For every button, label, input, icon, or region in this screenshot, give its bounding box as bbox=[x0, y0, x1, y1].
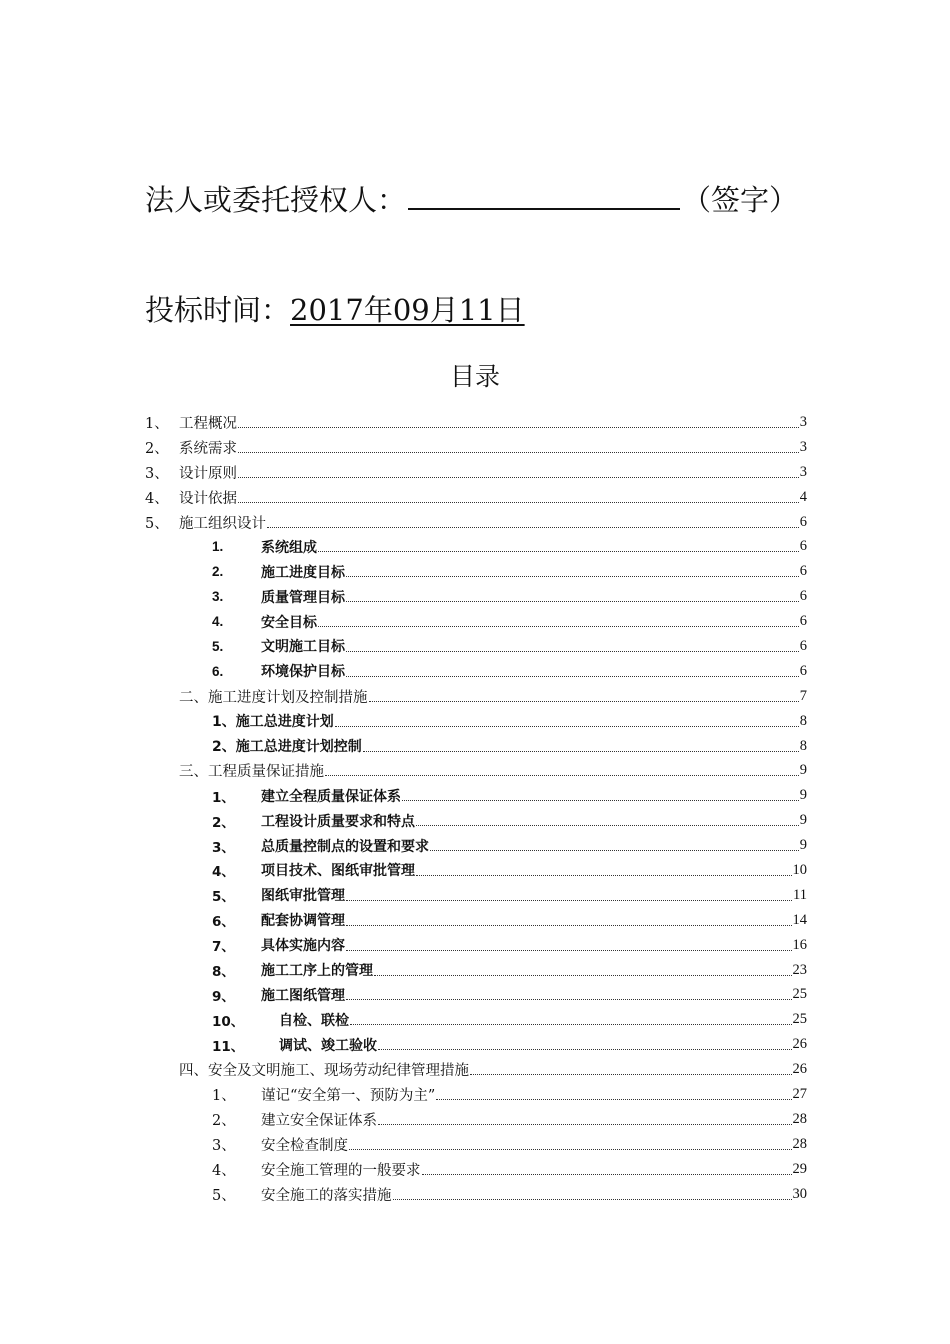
toc-entry[interactable] bbox=[145, 958, 807, 983]
toc-entry-page: 28 bbox=[792, 1135, 807, 1152]
bid-time-value: 2017年09月11日 bbox=[290, 293, 525, 327]
toc-leader-dots bbox=[238, 502, 799, 503]
signature-suffix: （签字） bbox=[682, 183, 799, 217]
toc-leader-dots bbox=[378, 1049, 792, 1050]
toc-leader-dots bbox=[325, 775, 799, 776]
toc-entry[interactable] bbox=[145, 1057, 807, 1082]
toc-leader-dots bbox=[416, 825, 799, 826]
toc-entry-number: 3、 bbox=[212, 839, 235, 856]
toc-entry-page: 9 bbox=[799, 787, 807, 804]
toc-entry-label: 图纸审批管理 bbox=[261, 888, 345, 905]
toc-entry-page: 8 bbox=[799, 712, 807, 729]
toc-entry[interactable] bbox=[145, 982, 807, 1007]
toc-entry-page: 16 bbox=[792, 936, 807, 953]
toc-leader-dots bbox=[346, 601, 799, 602]
toc-leader-dots bbox=[238, 477, 799, 478]
toc-entry-label: 配套协调管理 bbox=[261, 913, 345, 930]
toc-entry[interactable] bbox=[145, 933, 807, 958]
toc-leader-dots bbox=[363, 751, 799, 752]
toc-entry-number: 1、 bbox=[212, 789, 235, 806]
toc-leader-dots bbox=[346, 925, 792, 926]
toc-entry-label: 1、施工总进度计划 bbox=[212, 714, 334, 731]
toc-leader-dots bbox=[335, 726, 799, 727]
toc-entry-number: 11、 bbox=[212, 1038, 245, 1055]
toc-entry-label: 调试、竣工验收 bbox=[279, 1037, 377, 1054]
toc-entry-page: 25 bbox=[792, 986, 807, 1003]
toc-entry-label: 施工进度目标 bbox=[261, 564, 345, 581]
toc-entry-page: 6 bbox=[799, 637, 807, 654]
toc-entry-number: 7、 bbox=[212, 939, 235, 956]
toc-entry-number: 3、 bbox=[145, 465, 169, 482]
toc-entry-number: 5. bbox=[212, 638, 224, 654]
toc-entry[interactable] bbox=[145, 833, 807, 858]
toc-entry-label: 安全检查制度 bbox=[261, 1137, 348, 1154]
toc-entry-page: 14 bbox=[792, 911, 807, 928]
toc-entry-page: 8 bbox=[799, 737, 807, 754]
toc-entry-label: 安全目标 bbox=[261, 614, 317, 631]
toc-entry[interactable] bbox=[145, 1132, 807, 1157]
toc-entry-label: 四、安全及文明施工、现场劳动纪律管理措施 bbox=[179, 1063, 469, 1080]
toc-entry-page: 6 bbox=[799, 513, 807, 530]
toc-entry-page: 3 bbox=[799, 413, 807, 430]
toc-entry[interactable] bbox=[145, 1032, 807, 1057]
toc-entry-label: 安全施工的落实措施 bbox=[261, 1187, 392, 1204]
toc-leader-dots bbox=[346, 999, 792, 1000]
table-of-contents bbox=[145, 410, 807, 1207]
toc-leader-dots bbox=[267, 527, 799, 528]
signature-label: 法人或委托授权人： bbox=[145, 183, 407, 217]
toc-entry-number: 5、 bbox=[212, 889, 235, 906]
toc-entry-page: 29 bbox=[792, 1160, 807, 1177]
toc-leader-dots bbox=[346, 651, 799, 652]
toc-entry[interactable] bbox=[145, 634, 807, 659]
toc-entry-number: 4、 bbox=[212, 1162, 236, 1179]
toc-entry-page: 27 bbox=[792, 1085, 807, 1102]
toc-leader-dots bbox=[374, 975, 792, 976]
toc-entry-label: 具体实施内容 bbox=[261, 938, 345, 955]
toc-entry-label: 系统组成 bbox=[261, 539, 317, 556]
toc-entry-page: 11 bbox=[793, 886, 807, 903]
toc-entry[interactable] bbox=[145, 410, 807, 435]
toc-leader-dots bbox=[470, 1074, 792, 1075]
toc-entry-page: 9 bbox=[799, 812, 807, 829]
toc-leader-dots bbox=[402, 800, 799, 801]
toc-entry-page: 10 bbox=[792, 861, 807, 878]
toc-entry-page: 28 bbox=[792, 1110, 807, 1127]
toc-entry-number: 5、 bbox=[145, 515, 169, 532]
toc-entry-label: 工程概况 bbox=[179, 415, 237, 432]
toc-leader-dots bbox=[422, 1174, 792, 1175]
toc-entry-label: 工程设计质量要求和特点 bbox=[261, 813, 415, 830]
toc-entry-number: 1、 bbox=[212, 1087, 236, 1104]
toc-entry[interactable] bbox=[145, 584, 807, 609]
toc-entry[interactable] bbox=[145, 460, 807, 485]
toc-leader-dots bbox=[350, 1024, 792, 1025]
signature-blank bbox=[408, 178, 680, 210]
toc-entry-label: 2、施工总进度计划控制 bbox=[212, 739, 362, 756]
toc-leader-dots bbox=[416, 875, 792, 876]
toc-entry[interactable] bbox=[145, 758, 807, 783]
toc-entry-label: 安全施工管理的一般要求 bbox=[261, 1162, 421, 1179]
toc-entry[interactable] bbox=[145, 485, 807, 510]
toc-entry[interactable] bbox=[145, 883, 807, 908]
toc-entry-page: 3 bbox=[799, 438, 807, 455]
toc-entry-number: 10、 bbox=[212, 1013, 245, 1030]
toc-entry-page: 30 bbox=[792, 1185, 807, 1202]
toc-entry-number: 2. bbox=[212, 564, 224, 580]
toc-leader-dots bbox=[346, 576, 799, 577]
toc-entry-number: 2、 bbox=[212, 1112, 236, 1129]
toc-leader-dots bbox=[238, 427, 799, 428]
toc-entry-page: 26 bbox=[792, 1061, 807, 1078]
toc-entry[interactable] bbox=[145, 559, 807, 584]
toc-entry-label: 自检、联检 bbox=[279, 1012, 349, 1029]
toc-leader-dots bbox=[349, 1149, 792, 1150]
toc-entry[interactable] bbox=[145, 808, 807, 833]
toc-entry-page: 9 bbox=[799, 762, 807, 779]
toc-entry-label: 三、工程质量保证措施 bbox=[179, 764, 324, 781]
toc-entry-page: 26 bbox=[792, 1036, 807, 1053]
toc-entry-page: 25 bbox=[792, 1011, 807, 1028]
toc-entry-number: 8、 bbox=[212, 964, 235, 981]
toc-leader-dots bbox=[346, 900, 792, 901]
toc-entry-page: 6 bbox=[799, 662, 807, 679]
toc-leader-dots bbox=[238, 452, 799, 453]
toc-entry-label: 项目技术、图纸审批管理 bbox=[261, 863, 415, 880]
toc-entry[interactable] bbox=[145, 908, 807, 933]
signature-line bbox=[145, 178, 798, 219]
toc-entry-number: 1、 bbox=[145, 415, 169, 432]
toc-entry-number: 5、 bbox=[212, 1187, 236, 1204]
toc-entry[interactable] bbox=[145, 858, 807, 883]
toc-leader-dots bbox=[318, 551, 799, 552]
toc-leader-dots bbox=[369, 701, 799, 702]
toc-entry[interactable] bbox=[145, 435, 807, 460]
toc-entry-label: 设计依据 bbox=[179, 490, 237, 507]
toc-entry-label: 建立安全保证体系 bbox=[261, 1112, 377, 1129]
toc-entry-number: 6. bbox=[212, 663, 224, 679]
toc-entry[interactable] bbox=[145, 534, 807, 559]
toc-entry-number: 3、 bbox=[212, 1137, 236, 1154]
toc-entry[interactable] bbox=[145, 783, 807, 808]
toc-entry-number: 4、 bbox=[145, 490, 169, 507]
toc-entry-page: 6 bbox=[799, 538, 807, 555]
toc-entry-page: 7 bbox=[799, 687, 807, 704]
toc-entry-number: 6、 bbox=[212, 914, 235, 931]
toc-entry-label: 总质量控制点的设置和要求 bbox=[261, 838, 429, 855]
toc-entry-label: 设计原则 bbox=[179, 465, 237, 482]
toc-entry-number: 3. bbox=[212, 589, 224, 605]
bid-time-label: 投标时间： bbox=[145, 293, 291, 327]
toc-entry[interactable] bbox=[145, 709, 807, 734]
toc-entry-label: 施工工序上的管理 bbox=[261, 963, 373, 980]
toc-leader-dots bbox=[346, 950, 792, 951]
toc-entry-label: 谨记“安全第一、预防为主” bbox=[261, 1087, 436, 1104]
toc-entry-label: 施工图纸管理 bbox=[261, 987, 345, 1004]
toc-entry[interactable] bbox=[145, 1157, 807, 1182]
toc-entry[interactable] bbox=[145, 1107, 807, 1132]
toc-entry[interactable] bbox=[145, 1182, 807, 1207]
toc-entry-label: 质量管理目标 bbox=[261, 589, 345, 606]
toc-leader-dots bbox=[393, 1199, 792, 1200]
toc-leader-dots bbox=[378, 1124, 792, 1125]
toc-entry-page: 9 bbox=[799, 837, 807, 854]
toc-entry[interactable] bbox=[145, 510, 807, 535]
toc-entry[interactable] bbox=[145, 734, 807, 759]
toc-entry-number: 4、 bbox=[212, 864, 235, 881]
toc-entry-label: 文明施工目标 bbox=[261, 639, 345, 656]
toc-entry-label: 施工组织设计 bbox=[179, 515, 266, 532]
toc-leader-dots bbox=[430, 850, 799, 851]
toc-entry-number: 9、 bbox=[212, 988, 235, 1005]
toc-entry-page: 23 bbox=[792, 961, 807, 978]
toc-entry-page: 6 bbox=[799, 588, 807, 605]
toc-entry-page: 3 bbox=[799, 463, 807, 480]
toc-entry-number: 4. bbox=[212, 614, 224, 630]
toc-entry-label: 系统需求 bbox=[179, 440, 237, 457]
toc-entry-number: 2、 bbox=[145, 440, 169, 457]
toc-entry-label: 二、施工进度计划及控制措施 bbox=[179, 689, 368, 706]
toc-entry[interactable] bbox=[145, 684, 807, 709]
toc-leader-dots bbox=[436, 1099, 791, 1100]
toc-entry[interactable] bbox=[145, 1082, 807, 1107]
toc-entry-page: 4 bbox=[799, 488, 807, 505]
toc-entry[interactable] bbox=[145, 1007, 807, 1032]
toc-entry[interactable] bbox=[145, 609, 807, 634]
toc-title: 目录 bbox=[449, 362, 500, 391]
toc-entry-page: 6 bbox=[799, 613, 807, 630]
bid-time-line bbox=[145, 288, 525, 329]
toc-entry-label: 环境保护目标 bbox=[261, 664, 345, 681]
toc-entry-page: 6 bbox=[799, 563, 807, 580]
toc-entry[interactable] bbox=[145, 659, 807, 684]
toc-entry-label: 建立全程质量保证体系 bbox=[261, 788, 401, 805]
toc-entry-number: 2、 bbox=[212, 814, 235, 831]
toc-entry-number: 1. bbox=[212, 539, 224, 555]
toc-leader-dots bbox=[318, 626, 799, 627]
toc-leader-dots bbox=[346, 676, 799, 677]
